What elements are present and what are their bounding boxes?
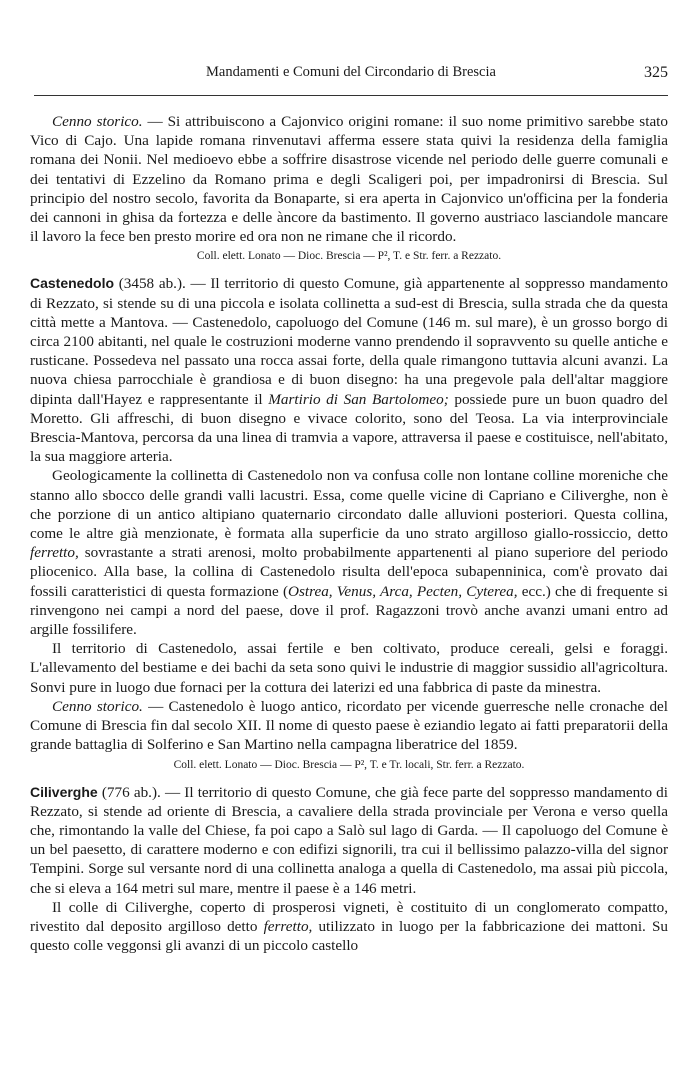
ciliverghe-geology: Il colle di Ciliverghe, coperto di prosperosi vigneti, è costituito di un conglomerato compatto, rivestito dal deposito argilloso detto ferretto, utilizzato in luogo per la fabbricazione dei mattoni. Su questo colle veggonsi gli avanzi di un piccolo castello — [30, 898, 668, 955]
cajonvico-coll: Coll. elett. Lonato — Dioc. Brescia — P², T. e Str. ferr. a Rezzato. — [196, 250, 502, 263]
page-number: 325 — [644, 64, 668, 81]
castenedolo-intro: Castenedolo (3458 ab.). — Il territorio di questo Comune, già appartenente al soppresso mandamento di Rezzato, si stende su di una piccola e isolata collinetta a sud-est di Brescia, sulla strada che da questa città mette a Mantova. — Castenedolo, capoluogo del Comune (146 m. sul mare), è un grosso borgo di circa 2100 abitanti, nel quale le costruzioni moderne vanno prendendo il sopravvento su quelle antiche e rusticane. Possedeva nel passato una rocca assai forte, della quale rimangono tuttavia alcuni avanzi. La nuova chiesa parrocchiale è grandiosa e di buon disegno: ha una pregevole pala dell'altar maggiore dipinta dall'Hayez e rappresentante il Martirio di San Bartolomeo; possiede pure un buon quadro del Moretto. Gli affreschi, di buon disegno e vivace colorito, sono del Teosa. La via interprovinciale Brescia-Mantova, percorsa da una linea di tramvia a vapore, attraversa il paese e costituisce, nell'abitato, la sua maggiore arteria. — [30, 275, 668, 466]
header-rule — [34, 95, 668, 96]
section-label: Cenno storico. — [52, 113, 143, 130]
header-title: Mandamenti e Comuni del Circondario di Brescia — [206, 64, 496, 80]
ciliverghe-intro: Ciliverghe (776 ab.). — Il territorio di questo Comune, che già fece parte del soppresso mandamento di Rezzato, si stende ad oriente di Brescia, a cavaliere della strada provinciale per Verona e verso quella che, rimontando la valle del Chiese, fa poi capo a Salò sul lago di Garda. — Il capoluogo del Comune è un bel paesetto, di carattere moderno e con edifizi signorili, tra cui il bellissimo palazzo-villa del signor Tempini. Sorge sul versante nord di una collinetta analoga a quella di Castenedolo, ma assai più piccola, che si eleva a 164 metri sul mare, mentre il paese è a 146 metri. — [30, 783, 668, 897]
entry-name: Ciliverghe — [30, 783, 98, 800]
section-label: Cenno storico. — [52, 697, 143, 715]
page-body — [30, 112, 668, 955]
castenedolo-geology: Geologicamente la collinetta di Castenedolo non va confusa colle non lontane colline moreniche che stanno allo sbocco delle grandi valli lacustri. Essa, come quelle vicine di Capriano e Ciliverghe, non è che porzione di un antico altipiano quaternario circondato dalle alluvioni posteriori. Questa collina, come le altre già menzionate, è formata alla superficie da uno strato argilloso giallo-rossiccio, detto ferretto, sovrastante a strati arenosi, molto probabilmente appartenenti al piano superiore del periodo pliocenico. Alla base, la collina di Castenedolo risulta dell'epoca subapenninica, com'è provato dai fossili caratteristici di questa formazione (Ostrea, Venus, Arca, Pecten, Cyterea, ecc.) che di frequente si rinvengono nei campi a nord del paese, dove il prof. Ragazzoni trovò anche avanzi umani entro ad argille fossilifere. — [30, 467, 668, 639]
entry-name: Castenedolo — [30, 275, 115, 292]
running-header — [34, 64, 668, 90]
castenedolo-history: Cenno storico. — Castenedolo è luogo antico, ricordato per vicende guerresche nelle cronache del Comune di Brescia fin dal secolo XII. Il nome di questo paese è eziandio legato ai fatti preparatorii della grande battaglia di Solferino e San Martino nella campagna liberatrice del 1859. — [30, 697, 668, 754]
cajonvico-history: Cenno storico. — Si attribuiscono a Cajonvico origini romane: il suo nome primitivo sarebbe stato Vico di Cajo. Una lapide romana rinvenutavi afferma essere stata quivi la residenza della famiglia romana dei Nonii. Nel medioevo ebbe a soffrire disastrose vicende nel periodo delle guerre comunali e dei tentativi di Ezzelino da Romano prima e degli Scaligeri poi, per impadronirsi di Brescia. Sul principio del nostro secolo, favorita da Bonaparte, si era aperta in Cajonvico un'officina per la fonderia dei cannoni in ghisa da fortezza e delle àncore da bastimento. Il governo austriaco lasciandole mancare il lavoro la fece ben presto morire ed ora non ne rimane che il ricordo. — [30, 113, 668, 246]
castenedolo-economy: Il territorio di Castenedolo, assai fertile e ben coltivato, produce cereali, gelsi e foraggi. L'allevamento del bestiame e dei bachi da seta sono quivi le industrie di maggior sussidio all'agricoltura. Sonvi pure in luogo due fornaci per la cottura dei laterizi ed una fabbrica di paste da minestra. — [30, 640, 668, 696]
castenedolo-coll: Coll. elett. Lonato — Dioc. Brescia — P², T. e Tr. locali, Str. ferr. a Rezzato. — [173, 758, 525, 771]
